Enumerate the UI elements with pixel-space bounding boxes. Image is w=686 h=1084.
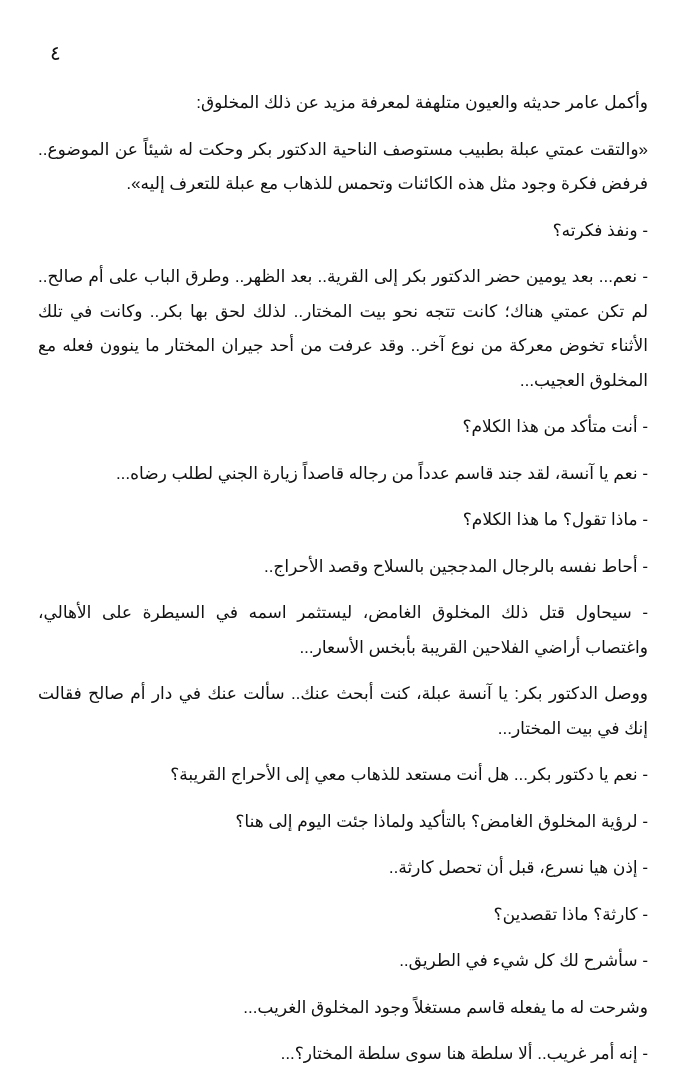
dialogue-line: - نعم... بعد يومين حضر الدكتور بكر إلى القرية.. بعد الظهر.. وطرق الباب على أم صالح.. لم تكن عمتي هناك؛ كانت تتجه نحو بيت المختار.. لذلك لحق بها بكر.. وكانت في تلك الأثناء تخوض معركة من نوع آخر.. وقد عرفت من أحد جيران المختار ما ينوون فعله مع المخلوق العجيب... bbox=[38, 267, 648, 390]
dialogue-line: - سيحاول قتل ذلك المخلوق الغامض، ليستثمر اسمه في السيطرة على الأهالي، واغتصاب أراضي الفلاحين القريبة بأبخس الأسعار... bbox=[38, 603, 648, 657]
paragraph: وشرحت له ما يفعله قاسم مستغلاً وجود المخلوق الغريب... bbox=[243, 997, 648, 1017]
dialogue-line: - لرؤية المخلوق الغامض؟ بالتأكيد ولماذا جئت اليوم إلى هنا؟ bbox=[235, 811, 648, 831]
dialogue-line: - إنه أمر غريب.. ألا سلطة هنا سوى سلطة المختار؟... bbox=[280, 1044, 648, 1063]
dialogue-line: - أحاط نفسه بالرجال المدججين بالسلاح وقصد الأحراج.. bbox=[263, 556, 648, 576]
dialogue-line: - نعم يا آنسة، لقد جند قاسم عدداً من رجاله قاصداً زيارة الجني لطلب رضاه... bbox=[115, 463, 648, 483]
dialogue-line: - نعم يا دكتور بكر... هل أنت مستعد للذهاب معي إلى الأحراج القريبة؟ bbox=[170, 765, 648, 784]
page-number: ٤ bbox=[50, 43, 61, 65]
dialogue-line: - كارثة؟ ماذا تقصدين؟ bbox=[493, 904, 648, 924]
paragraph: وأكمل عامر حديثه والعيون متلهفة لمعرفة مزيد عن ذلك المخلوق: bbox=[196, 93, 648, 112]
dialogue-line: - أنت متأكد من هذا الكلام؟ bbox=[462, 417, 648, 436]
dialogue-line: - سأشرح لك كل شيء في الطريق.. bbox=[399, 951, 648, 970]
paragraph: «والتقت عمتي عبلة بطبيب مستوصف الناحية الدكتور بكر وحكت له شيئاً عن الموضوع.. فرفض فكرة وجود مثل هذه الكائنات وتحمس للذهاب مع عبلة للتعرف إليه». bbox=[38, 139, 648, 193]
page-body-text bbox=[38, 86, 648, 1084]
dialogue-line: - ماذا تقول؟ ما هذا الكلام؟ bbox=[462, 510, 648, 529]
dialogue-line: - ونفذ فكرته؟ bbox=[552, 220, 648, 240]
dialogue-line: - إذن هيا نسرع، قبل أن تحصل كارثة.. bbox=[388, 858, 648, 877]
paragraph: ووصل الدكتور بكر: يا آنسة عبلة، كنت أبحث عنك.. سألت عنك في دار أم صالح فقالت إنك في بيت المختار... bbox=[38, 684, 648, 738]
